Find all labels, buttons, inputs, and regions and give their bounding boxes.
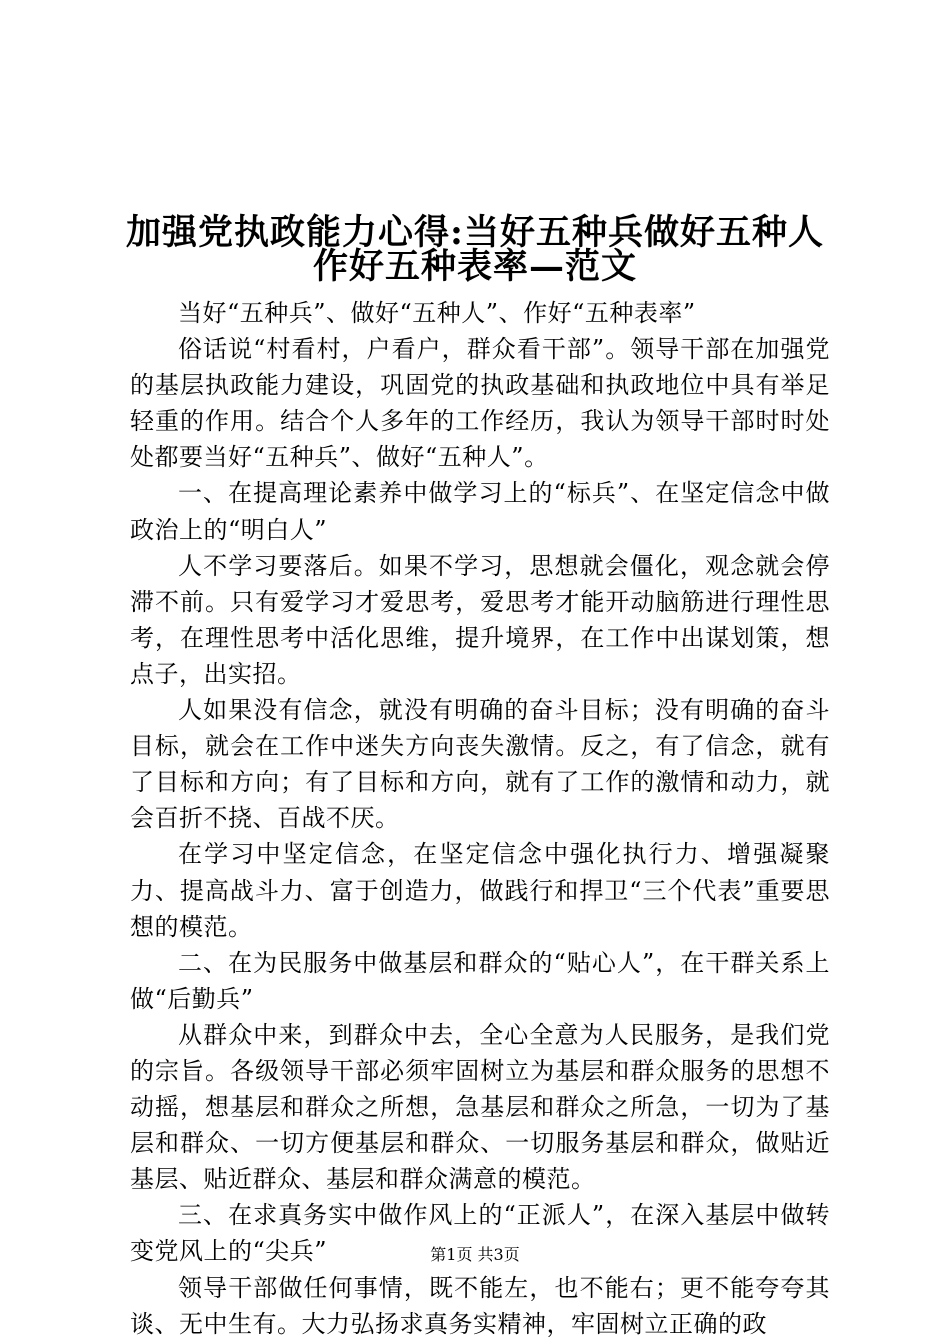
subtitle-paragraph: 当好“五种兵”、做好“五种人”、作好“五种表率”	[178, 299, 696, 327]
body-paragraph: 从群众中来，到群众中去，全心全意为人民服务，是我们党的宗旨。各级领导干部必须牢固树立为基层和群众服务的思想不动摇，想基层和群众之所想，急基层和群众之所急，一切为了基层和群众、一切方便基层和群众、一切服务基层和群众，做贴近基层、贴近群众、基层和群众满意的模范。	[130, 1020, 830, 1194]
document-body	[130, 295, 830, 1342]
section-heading-1: 一、在提高理论素养中做学习上的“标兵”、在坚定信念中做政治上的“明白人”	[130, 479, 830, 544]
document-title-line-1: 加强党执政能力心得:当好五种兵做好五种人	[126, 212, 824, 254]
body-paragraph: 人如果没有信念，就没有明确的奋斗目标；没有明确的奋斗目标，就会在工作中迷失方向丧失激情。反之，有了信念，就有了目标和方向；有了目标和方向，就有了工作的激情和动力，就会百折不挠、百战不厌。	[130, 696, 830, 833]
section-heading-2: 二、在为民服务中做基层和群众的“贴心人”，在干群关系上做“后勤兵”	[130, 948, 830, 1013]
body-paragraph: 领导干部做任何事情，既不能左，也不能右；更不能夸夸其谈、无中生有。大力弘扬求真务实精神，牢固树立正确的政	[130, 1273, 830, 1338]
page-number-footer: 第1页 共3页	[430, 1245, 520, 1264]
body-paragraph: 俗话说“村看村，户看户，群众看干部”。领导干部在加强党的基层执政能力建设，巩固党的执政基础和执政地位中具有举足轻重的作用。结合个人多年的工作经历，我认为领导干部时时处处都要当好“五种兵”、做好“五种人”。	[130, 335, 830, 472]
section-heading-3: 三、在求真务实中做作风上的“正派人”，在深入基层中做转变党风上的“尖兵”	[130, 1201, 830, 1266]
body-paragraph: 在学习中坚定信念，在坚定信念中强化执行力、增强凝聚力、提高战斗力、富于创造力，做践行和捍卫“三个代表”重要思想的模范。	[130, 840, 830, 941]
document-title-line-2: 作好五种表率—范文	[312, 246, 637, 288]
body-paragraph: 人不学习要落后。如果不学习，思想就会僵化，观念就会停滞不前。只有爱学习才爱思考，爱思考才能开动脑筋进行理性思考，在理性思考中活化思维，提升境界，在工作中出谋划策，想点子，出实招。	[130, 551, 830, 688]
